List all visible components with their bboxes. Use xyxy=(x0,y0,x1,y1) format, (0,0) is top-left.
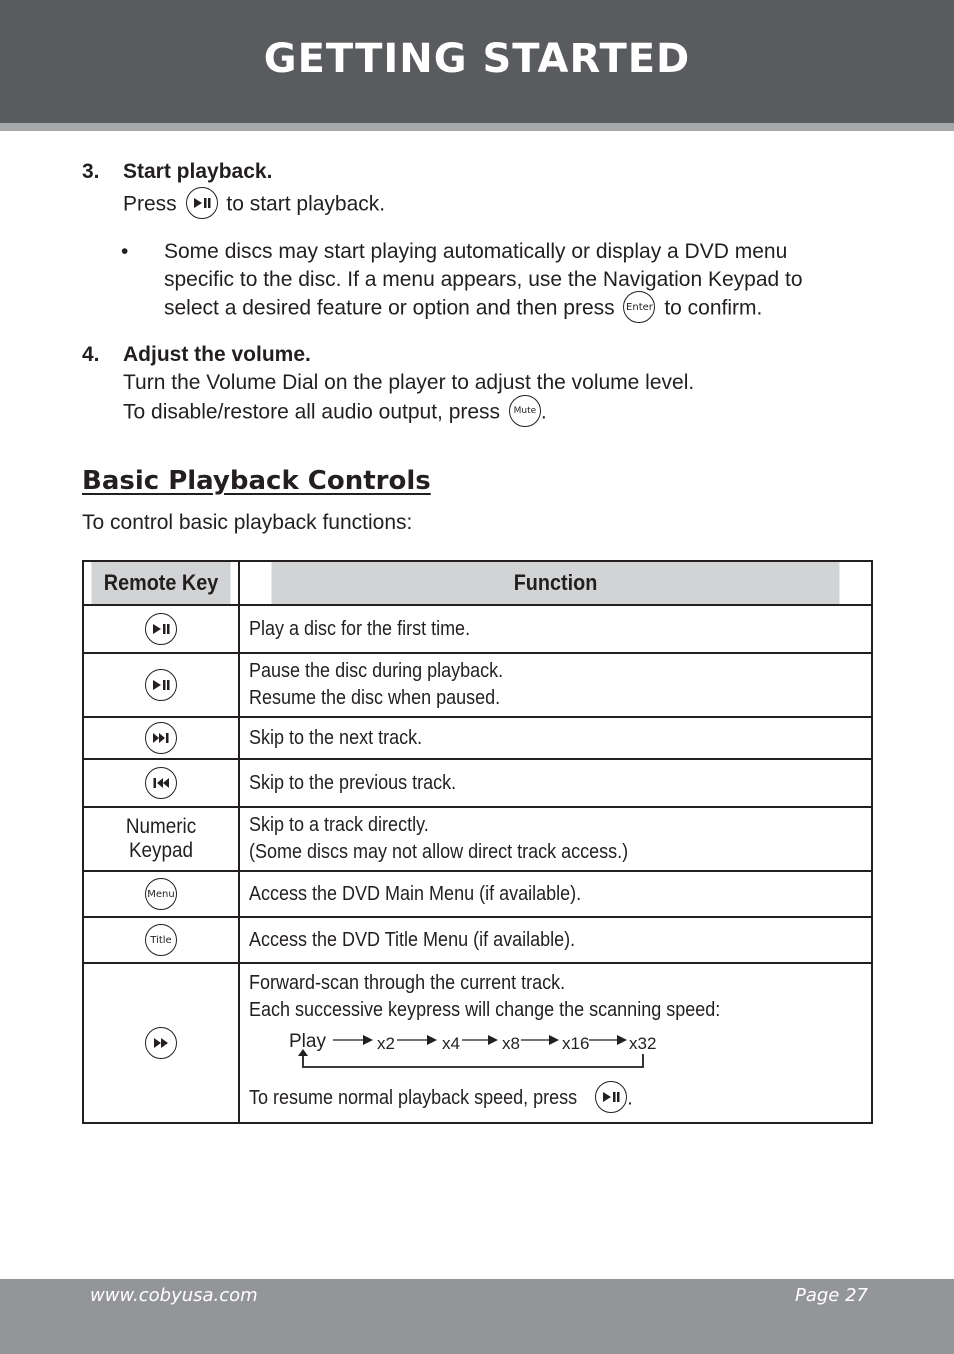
menu-button-icon xyxy=(145,878,177,910)
step-4-line-2-suffix: . xyxy=(540,400,547,424)
table-key-cell xyxy=(83,717,239,759)
function-text: Access the DVD Main Menu (if available). xyxy=(249,882,582,905)
numeric-keypad-label: Numeric Keypad xyxy=(125,815,197,862)
table-row xyxy=(83,963,872,1123)
enter-button-label: Enter xyxy=(626,301,653,313)
table-row xyxy=(83,653,872,717)
table-row xyxy=(83,917,872,963)
mute-button-icon xyxy=(509,395,541,427)
table-function-cell xyxy=(239,717,872,759)
enter-button-icon xyxy=(623,291,655,323)
function-text: Play a disc for the first time. xyxy=(249,617,471,640)
step-3-press-suffix: to start playback. xyxy=(226,192,386,216)
bullet-line-1: Some discs may start playing automatically or display a DVD menu xyxy=(164,240,788,263)
resume-suffix: . xyxy=(627,1087,633,1110)
menu-button-label: Menu xyxy=(147,888,175,900)
speed-x4-label: x4 xyxy=(442,1034,460,1053)
function-text: Each successive keypress will change the scanning speed: xyxy=(249,999,721,1021)
play-pause-icon xyxy=(145,669,177,701)
function-text: Pause the disc during playback. xyxy=(249,660,504,682)
speed-x32-label: x32 xyxy=(629,1034,657,1053)
function-text: Access the DVD Title Menu (if available). xyxy=(249,928,576,951)
function-text: Resume the disc when paused. xyxy=(249,687,501,709)
step-3-number: 3. xyxy=(82,160,100,183)
page-title: GETTING STARTED xyxy=(263,36,691,82)
table-key-cell xyxy=(83,871,239,917)
table-row xyxy=(83,871,872,917)
table-row xyxy=(83,759,872,807)
footer-page-number: Page 27 xyxy=(794,1285,868,1306)
table-key-cell xyxy=(83,605,239,653)
play-pause-icon xyxy=(595,1081,627,1113)
table-key-cell xyxy=(83,963,239,1123)
table-function-cell xyxy=(239,963,872,1123)
table-header-row xyxy=(83,561,872,605)
playback-controls-table xyxy=(82,560,873,1124)
resume-line xyxy=(249,1083,871,1115)
play-pause-icon xyxy=(186,187,218,219)
table-function-cell xyxy=(239,871,872,917)
bullet-marker: • xyxy=(121,240,129,263)
header-function: Function xyxy=(271,561,841,605)
step-4-line-1: Turn the Volume Dial on the player to adjust the volume level. xyxy=(123,371,695,394)
footer-website: www.cobyusa.com xyxy=(90,1285,258,1306)
speed-play-label: Play xyxy=(289,1031,326,1052)
step-4-number: 4. xyxy=(82,343,100,366)
step-3-instruction xyxy=(123,189,385,221)
table-key-cell xyxy=(83,653,239,717)
function-text: (Some discs may not allow direct track access.) xyxy=(249,841,629,863)
speed-x2-label: x2 xyxy=(377,1034,395,1053)
header-remote-key: Remote Key xyxy=(91,561,231,605)
table-function-cell xyxy=(239,653,872,717)
table-row xyxy=(83,605,872,653)
table-key-cell xyxy=(83,917,239,963)
step-4-title: Adjust the volume. xyxy=(123,343,311,366)
function-text: Forward-scan through the current track. xyxy=(249,972,566,994)
speed-x16-label: x16 xyxy=(562,1034,590,1053)
title-button-icon xyxy=(145,924,177,956)
step-4-line-2 xyxy=(123,397,547,429)
bullet-line-3-suffix: to confirm. xyxy=(664,296,763,320)
previous-track-icon xyxy=(145,767,177,799)
function-text: Skip to the previous track. xyxy=(249,771,457,794)
section-heading: Basic Playback Controls xyxy=(82,466,431,496)
section-intro: To control basic playback functions: xyxy=(82,511,413,534)
step-3-title: Start playback. xyxy=(123,160,273,183)
bullet-line-3-prefix: select a desired feature or option and then press xyxy=(164,296,615,320)
table-row xyxy=(83,807,872,871)
step-3-press-prefix: Press xyxy=(123,192,177,216)
next-track-icon xyxy=(145,722,177,754)
table-row xyxy=(83,717,872,759)
step-4-line-2-prefix: To disable/restore all audio output, press xyxy=(123,400,501,424)
header-divider xyxy=(0,123,954,131)
fast-forward-icon xyxy=(145,1027,177,1059)
function-text: Skip to the next track. xyxy=(249,726,423,749)
table-function-cell xyxy=(239,759,872,807)
table-function-cell xyxy=(239,605,872,653)
speed-x8-label: x8 xyxy=(502,1034,520,1053)
table-key-cell xyxy=(83,807,239,871)
bullet-line-3 xyxy=(164,293,762,325)
resume-prefix: To resume normal playback speed, press xyxy=(249,1087,578,1110)
bullet-line-2: specific to the disc. If a menu appears, use the Navigation Keypad to xyxy=(164,268,803,291)
mute-button-label: Mute xyxy=(513,405,537,416)
title-button-label: Title xyxy=(150,934,172,946)
table-key-cell xyxy=(83,759,239,807)
play-pause-icon xyxy=(145,613,177,645)
function-text: Skip to a track directly. xyxy=(249,814,429,836)
table-function-cell xyxy=(239,917,872,963)
table-function-cell xyxy=(239,807,872,871)
speed-cycle-diagram xyxy=(249,1024,871,1076)
